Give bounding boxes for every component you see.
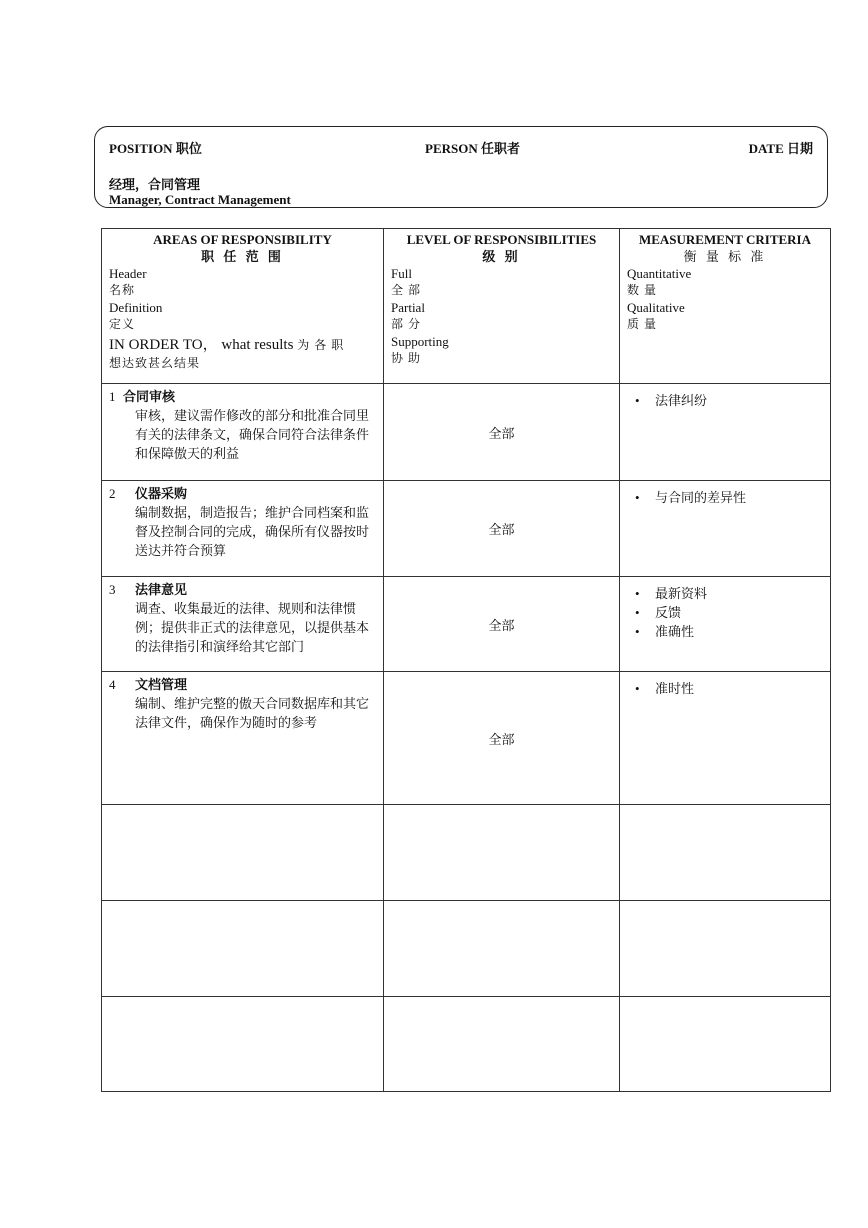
areas-line: Header [109,266,147,281]
criteria-cell [620,384,831,481]
level-title-cn: 级 别 [482,249,521,264]
order-to-line [109,335,376,355]
empty-table-row [102,901,831,997]
empty-cell [102,997,384,1092]
area-cell [102,577,384,672]
item-title: 仪器采购 [135,486,188,501]
areas-title-cn: 职 任 范 围 [201,249,284,264]
item-title: 合同审核 [123,389,176,404]
item-number: 3 [109,582,116,597]
areas-line: 定义 [109,317,136,331]
criteria-list [627,580,823,641]
item-title: 法律意见 [135,582,188,597]
level-line: Full [391,266,412,281]
empty-cell [384,805,620,901]
empty-table-row [102,997,831,1092]
item-description: 编制、维护完整的傲天合同数据库和其它法律文件，确保作为随时的参考 [135,696,370,730]
empty-table-row [102,805,831,901]
level-line: Supporting [391,334,449,349]
criteria-cell [620,481,831,577]
table-row [102,481,831,577]
level-cell: 全部 [384,672,620,805]
criteria-cell [620,672,831,805]
areas-line: 名称 [109,283,136,297]
criteria-line: 数 量 [627,283,658,297]
table-row [102,672,831,805]
criteria-item: • 准时性 [627,679,823,698]
criteria-item: • 最新资料 [627,584,823,603]
empty-cell [384,997,620,1092]
item-description: 调查、收集最近的法律、规则和法律惯例；提供非正式的法律意见，以提供基本的法律指引和演绎给其它部门 [135,601,370,654]
responsibility-table [101,228,831,1092]
empty-cell [620,805,831,901]
empty-cell [620,997,831,1092]
criteria-item: • 准确性 [627,622,823,641]
criteria-header-cell [620,229,831,384]
item-description: 编制数据，制造报告；维护合同档案和监督及控制合同的完成，确保所有仪器按时送达并符合预算 [135,505,370,558]
criteria-list [627,484,823,507]
area-cell [102,481,384,577]
level-cell: 全部 [384,577,620,672]
level-cell: 全部 [384,384,620,481]
empty-cell [384,901,620,997]
order-to-cn-a: 为 各 职 [297,338,345,352]
level-line: 协 助 [391,351,422,365]
criteria-line: Quantitative [627,266,692,281]
criteria-list [627,675,823,698]
position-header-box [94,126,828,208]
areas-line: Definition [109,300,163,315]
area-cell [102,672,384,805]
level-line: 全 部 [391,283,422,297]
level-header-cell [384,229,620,384]
empty-cell [102,805,384,901]
empty-cell [620,901,831,997]
areas-title-en: AREAS OF RESPONSIBILITY [153,232,332,247]
item-description: 审核，建议需作修改的部分和批准合同里有关的法律条文，确保合同符合法律条件和保障傲天的利益 [135,408,370,461]
criteria-item: • 与合同的差异性 [627,488,823,507]
level-line: Partial [391,300,425,315]
table-row [102,384,831,481]
criteria-line: 质 量 [627,317,658,331]
level-line: 部 分 [391,317,422,331]
table-row [102,577,831,672]
level-cell: 全部 [384,481,620,577]
criteria-item: • 法律纠纷 [627,391,823,410]
table-header-row [102,229,831,384]
criteria-title-en: MEASUREMENT CRITERIA [638,232,812,247]
position-title-en: Manager, Contract Management [109,192,291,207]
empty-cell [102,901,384,997]
criteria-line: Qualitative [627,300,685,315]
criteria-list [627,387,823,410]
level-title-en: LEVEL OF RESPONSIBILITIES [406,232,597,247]
item-title: 文档管理 [135,677,188,692]
item-number: 1 [109,389,116,404]
order-to-cn-b: 想达致甚幺结果 [109,356,201,370]
area-cell [102,384,384,481]
item-number: 2 [109,486,116,501]
item-number: 4 [109,677,116,692]
date-label: DATE 日期 [748,141,813,156]
areas-header-cell [102,229,384,384]
position-label: POSITION 职位 [109,141,202,156]
order-to-en: IN ORDER TO， what results [109,337,294,353]
criteria-title-cn: 衡 量 标 准 [683,249,767,264]
person-label: PERSON 任职者 [425,141,520,156]
criteria-item: • 反馈 [627,603,823,622]
position-title-cn: 经理，合同管理 [109,177,201,192]
criteria-cell [620,577,831,672]
